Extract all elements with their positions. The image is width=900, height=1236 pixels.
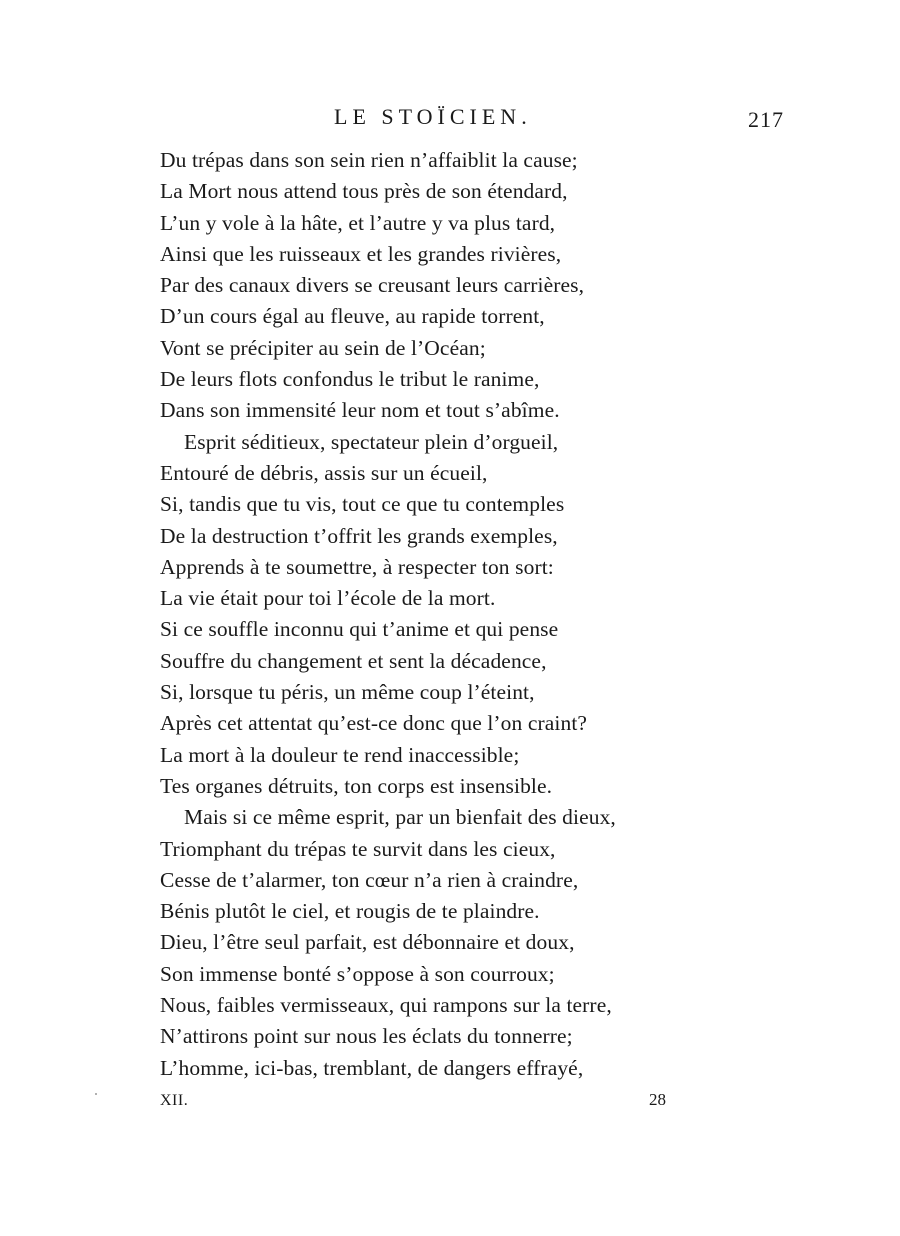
verse-line: Cesse de t’alarmer, ton cœur n’a rien à craindre, <box>160 867 579 892</box>
verse-line: Esprit séditieux, spectateur plein d’orgueil, <box>184 429 559 454</box>
verse-line: Si ce souffle inconnu qui t’anime et qui pense <box>160 617 559 642</box>
verse-line: Par des canaux divers se creusant leurs carrières, <box>160 273 585 298</box>
verse-line: De la destruction t’offrit les grands exemples, <box>160 523 558 548</box>
verse-line: La mort à la douleur te rend inaccessible; <box>160 742 520 767</box>
running-title: LE STOÏCIEN. <box>334 104 532 129</box>
verse-line: La Mort nous attend tous près de son étendard, <box>160 179 568 204</box>
page-number: 217 <box>748 107 784 132</box>
verse-line: Apprends à te soumettre, à respecter ton sort: <box>160 554 554 579</box>
verse-line: Du trépas dans son sein rien n’affaiblit la cause; <box>160 148 578 172</box>
verse-line: Entouré de débris, assis sur un écueil, <box>160 460 488 485</box>
verse-line: Son immense bonté s’oppose à son courroux; <box>160 961 555 986</box>
verse-line: Si, tandis que tu vis, tout ce que tu contemples <box>160 492 565 517</box>
verse-line: Dans son immensité leur nom et tout s’abîme. <box>160 398 560 423</box>
verse-line: Triomphant du trépas te survit dans les cieux, <box>160 836 556 861</box>
gathering-number: 28 <box>649 1090 666 1109</box>
verse-line: Nous, faibles vermisseaux, qui rampons sur la terre, <box>160 993 612 1018</box>
verse-line: N’attirons point sur nous les éclats du tonnerre; <box>160 1024 573 1049</box>
verse-line: Bénis plutôt le ciel, et rougis de te plaindre. <box>160 899 540 924</box>
verse-line: Si, lorsque tu péris, un même coup l’éteint, <box>160 680 535 705</box>
verse-line: Tes organes détruits, ton corps est insensible. <box>160 773 553 798</box>
ink-speck <box>95 1093 97 1095</box>
verse-line: De leurs flots confondus le tribut le ranime, <box>160 367 540 392</box>
verse-line: Vont se précipiter au sein de l’Océan; <box>160 335 486 360</box>
verse-line: L’homme, ici-bas, tremblant, de dangers effrayé, <box>160 1055 584 1080</box>
verse-line: D’un cours égal au fleuve, au rapide torrent, <box>160 304 545 329</box>
signature-mark: XII. <box>160 1092 189 1109</box>
verse-line: Après cet attentat qu’est-ce donc que l’on craint? <box>160 711 588 736</box>
verse-line: L’un y vole à la hâte, et l’autre y va plus tard, <box>160 210 556 235</box>
poem-verse-block <box>160 145 720 1084</box>
verse-line: Souffre du changement et sent la décadence, <box>160 648 547 673</box>
verse-line: Dieu, l’être seul parfait, est débonnaire et doux, <box>160 930 575 955</box>
verse-line: Mais si ce même esprit, par un bienfait des dieux, <box>184 805 616 830</box>
verse-line: La vie était pour toi l’école de la mort. <box>160 586 496 611</box>
verse-line: Ainsi que les ruisseaux et les grandes rivières, <box>160 241 562 266</box>
